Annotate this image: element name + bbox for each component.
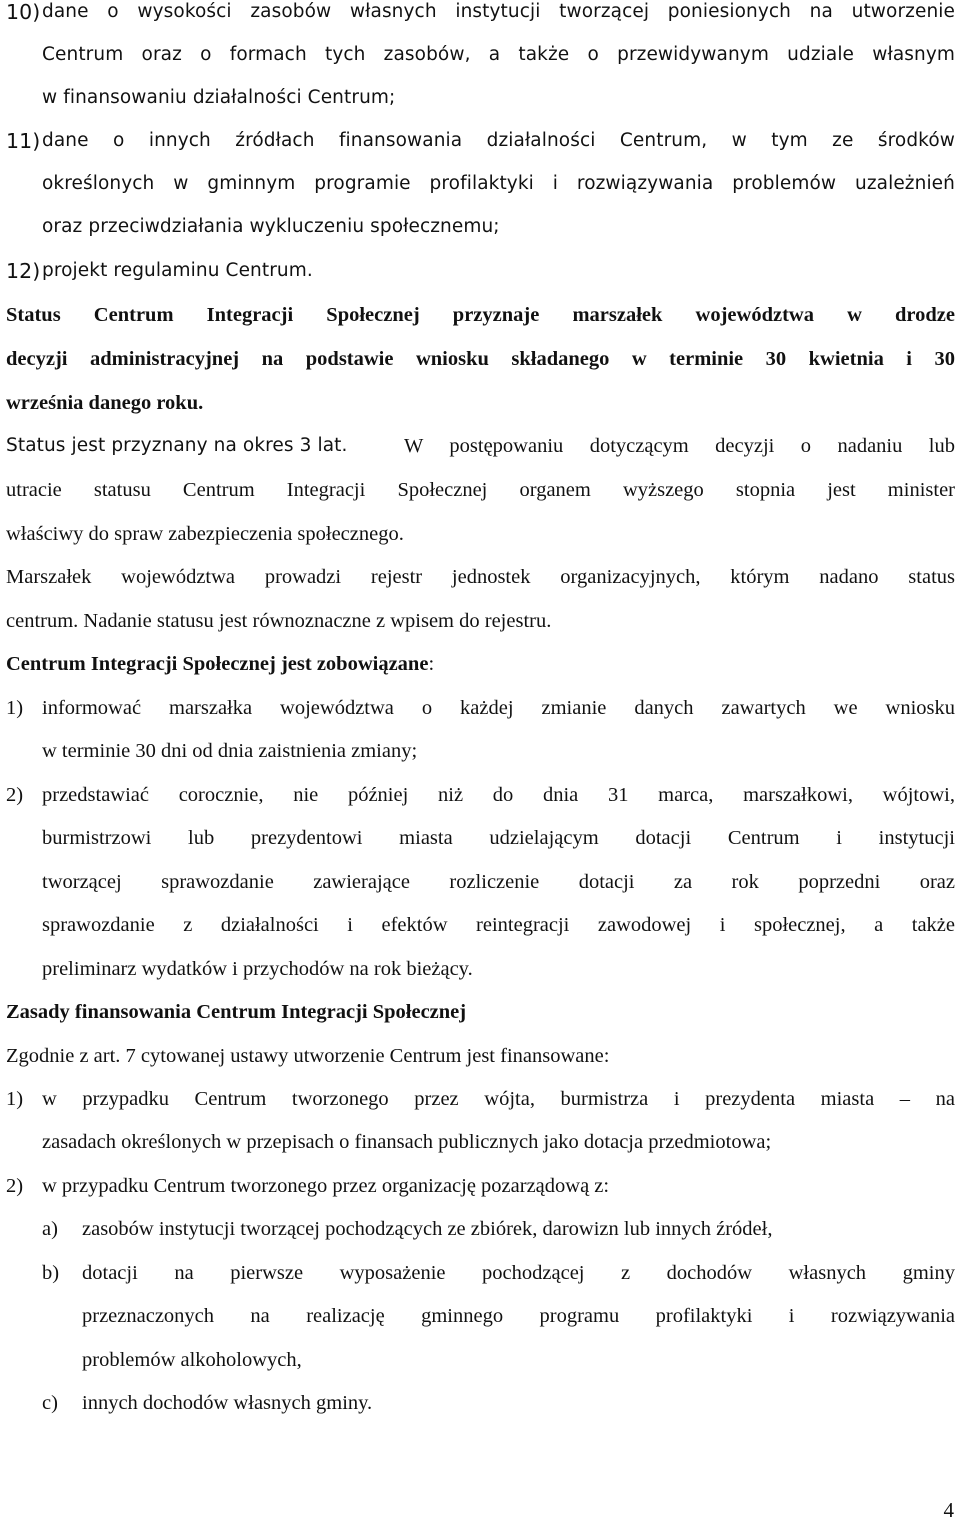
paragraph-line: września danego roku. [6,392,204,414]
list-text-line: przedstawiać corocznie, nie później niż do dnia 31 marca, marszałkowi, wójtowi, [42,784,955,806]
section-heading [6,651,434,677]
list-text-line: burmistrzowi lub prezydentowi miasta udzielającym dotacji Centrum i instytucji [42,827,955,849]
paragraph-sentence: W postępowaniu dotyczącym decyzji o nadaniu lub [404,435,955,457]
paragraph-line: Zgodnie z art. 7 cytowanej ustawy utworzenie Centrum jest finansowane: [6,1045,610,1067]
paragraph-line: decyzji administracyjnej na podstawie wniosku składanego w terminie 30 kwietnia i 30 [6,348,955,370]
list-text-line: informować marszałka województwa o każdej zmianie danych zawartych we wniosku [42,697,955,719]
list-text-line: problemów alkoholowych, [82,1349,302,1371]
list-text-line: w przypadku Centrum tworzonego przez organizację pozarządową z: [42,1175,610,1197]
paragraph-line: centrum. Nadanie statusu jest równoznaczne z wpisem do rejestru. [6,610,552,632]
list-number: 1) [6,1088,24,1110]
page-number: 4 [943,1498,954,1522]
section-heading: Zasady finansowania Centrum Integracji Społecznej [6,1001,467,1023]
paragraph-line: Status Centrum Integracji Społecznej przyznaje marszałek województwa w drodze [6,304,955,326]
list-text-line: dane o innych źródłach finansowania działalności Centrum, w tym ze środków [42,130,955,151]
list-text-line: sprawozdanie z działalności i efektów reintegracji zawodowej i społecznej, a także [42,914,955,936]
list-number: 10) [6,0,41,24]
list-number: 11) [6,129,41,153]
list-text-line: w przypadku Centrum tworzonego przez wójta, burmistrza i prezydenta miasta – na [42,1088,955,1110]
list-number: 2) [6,1175,24,1197]
list-letter: a) [42,1218,58,1240]
list-text-line: przeznaczonych na realizację gminnego programu profilaktyki i rozwiązywania [82,1305,955,1327]
list-text-line: w finansowaniu działalności Centrum; [42,87,396,108]
list-text-line: projekt regulaminu Centrum. [42,260,313,281]
paragraph-line: Marszałek województwa prowadzi rejestr jednostek organizacyjnych, którym nadano status [6,566,955,588]
list-text-line: preliminarz wydatków i przychodów na rok bieżący. [42,958,473,980]
heading-colon: : [428,653,435,675]
list-text-line: tworzącej sprawozdanie zawierające rozliczenie dotacji za rok poprzedni oraz [42,871,955,893]
list-text-line: zasobów instytucji tworzącej pochodzących ze zbiórek, darowizn lub innych źródeł, [82,1218,773,1240]
list-text-line: Centrum oraz o formach tych zasobów, a także o przewidywanym udziale własnym [42,44,955,65]
list-text-line: oraz przeciwdziałania wykluczeniu społecznemu; [42,216,500,237]
paragraph-sentence: Status jest przyznany na okres 3 lat. [6,435,348,456]
list-text-line: dane o wysokości zasobów własnych instytucji tworzącej poniesionych na utworzenie [42,1,955,22]
list-letter: c) [42,1392,58,1414]
list-text-line: określonych w gminnym programie profilaktyki i rozwiązywania problemów uzależnień [42,173,955,194]
list-text-line: zasadach określonych w przepisach o finansach publicznych jako dotacja przedmiotowa; [42,1131,772,1153]
list-number: 12) [6,259,41,283]
list-text-line: w terminie 30 dni od dnia zaistnienia zmiany; [42,740,418,762]
paragraph-line: właściwy do spraw zabezpieczenia społecznego. [6,523,404,545]
list-letter: b) [42,1262,60,1284]
list-text-line: dotacji na pierwsze wyposażenie pochodzącej z dochodów własnych gminy [82,1262,955,1284]
list-text-line: innych dochodów własnych gminy. [82,1392,373,1414]
paragraph-line: utracie statusu Centrum Integracji Społecznej organem wyższego stopnia jest minister [6,479,955,501]
list-number: 1) [6,697,24,719]
heading-text: Centrum Integracji Społecznej jest zobowiązane [6,653,429,675]
list-number: 2) [6,784,24,806]
